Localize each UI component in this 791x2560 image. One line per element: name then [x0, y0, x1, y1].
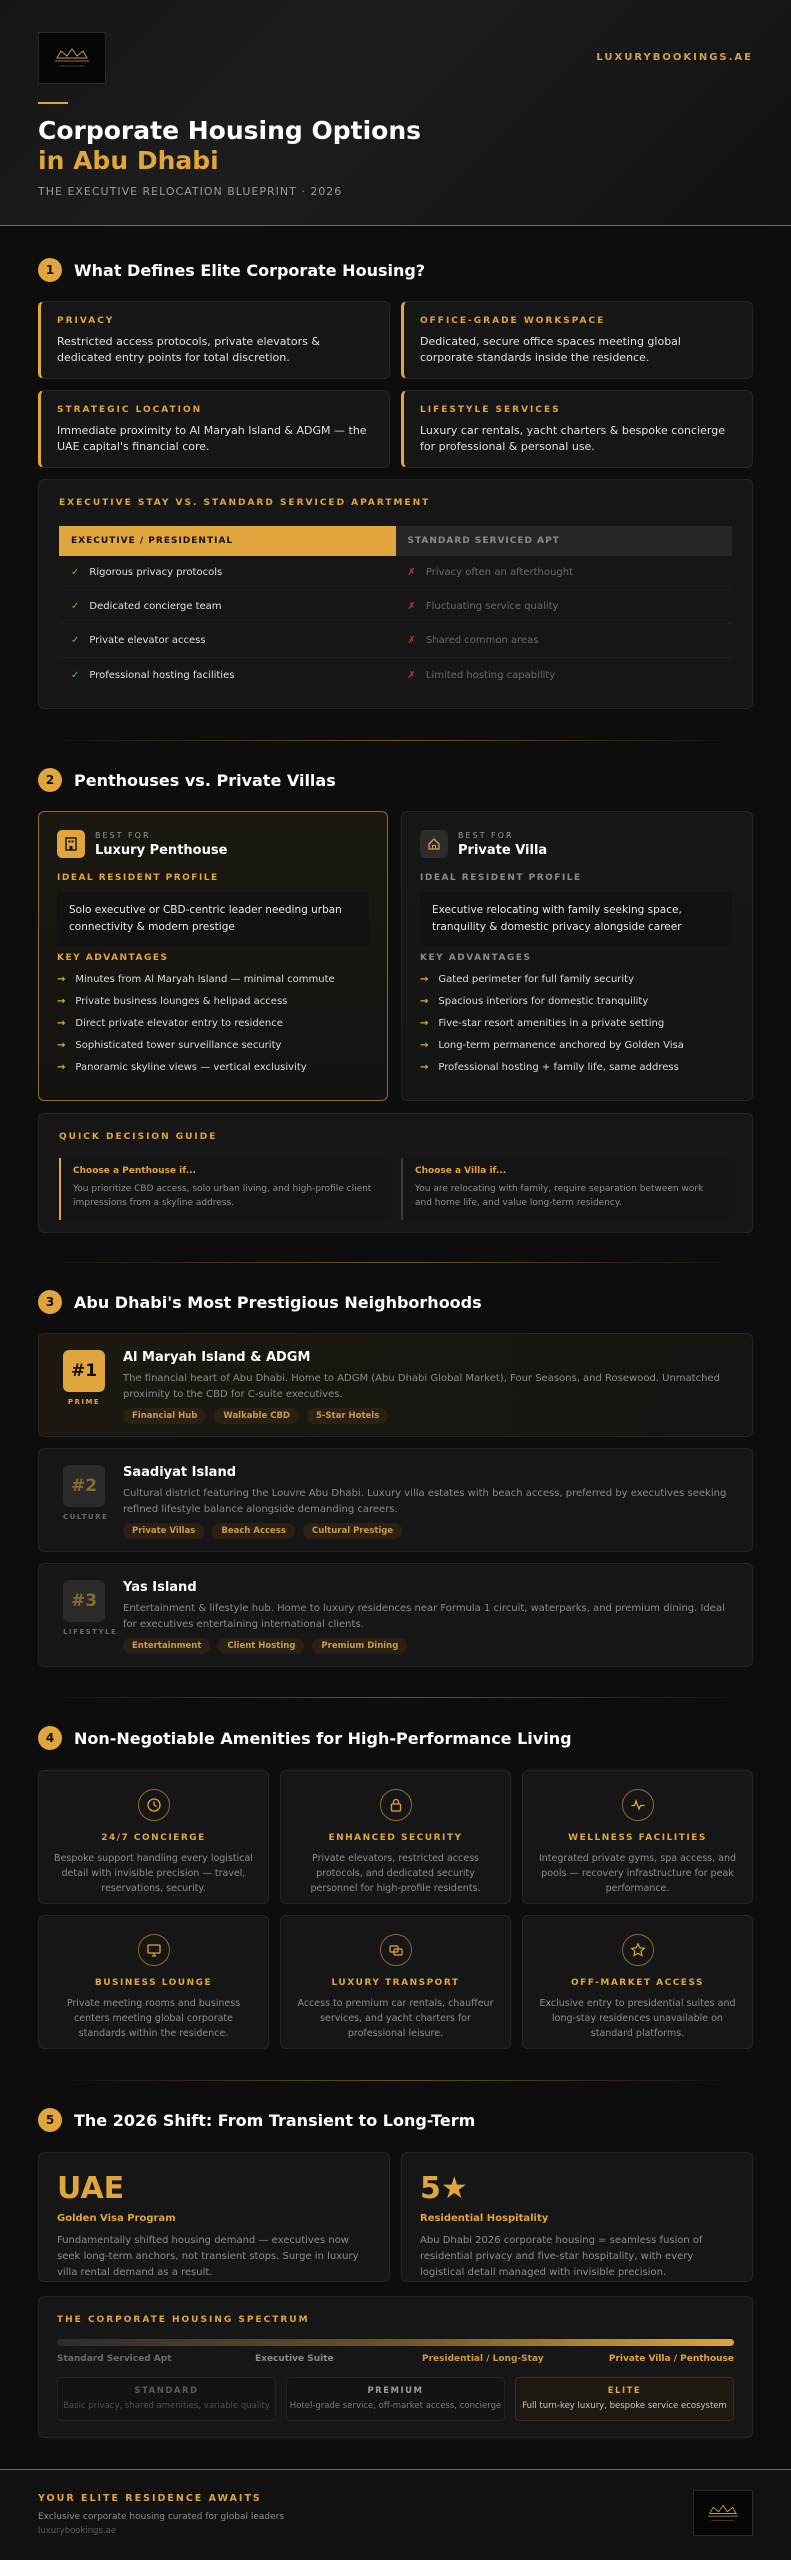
arrow-icon: → [420, 996, 429, 1007]
amenity-desc: Private elevators, restricted access protocols, and dedicated security personnel for high-profile residents. [310, 1853, 481, 1894]
spectrum-bar [57, 2339, 734, 2346]
neighborhood-desc: Cultural district featuring the Louvre Abu Dhabi. Luxury villa estates with beach access, preferred by executives seeking refined lifestyle balance alongside demanding careers. [123, 1488, 727, 1515]
rank-badge: #2 [63, 1465, 105, 1507]
page-tagline: THE EXECUTIVE RELOCATION BLUEPRINT · 2026 [38, 185, 343, 198]
tier-desc: Full turn-key luxury, bespoke service ecosystem [522, 2401, 727, 2411]
comparison-title: EXECUTIVE STAY VS. STANDARD SERVICED APARTMENT [59, 498, 431, 508]
table-row [59, 624, 732, 658]
feature-text: Dedicated, secure office spaces meeting global corporate standards inside the residence. [420, 335, 681, 364]
spectrum-stop: Presidential / Long-Stay [422, 2354, 544, 2364]
feature-label: OFFICE-GRADE WORKSPACE [420, 316, 606, 326]
home-icon [420, 830, 448, 858]
list-item: → Panoramic skyline views — vertical exclusivity [57, 1062, 307, 1073]
section-4-header [38, 1726, 572, 1750]
section-number: 5 [38, 2108, 62, 2132]
header [0, 0, 791, 226]
amenity-desc: Private meeting rooms and business centers meeting global corporate standards within the residence. [66, 1998, 241, 2039]
penthouse-card [38, 811, 388, 1101]
tag: Beach Access [212, 1523, 295, 1539]
advantages-label: KEY ADVANTAGES [420, 953, 532, 963]
cell-executive: Professional hosting facilities [89, 669, 235, 681]
tag-list [123, 1523, 402, 1539]
property-name: Luxury Penthouse [95, 843, 228, 858]
tag: Cultural Prestige [303, 1523, 402, 1539]
cell-executive: Dedicated concierge team [89, 601, 222, 612]
page-title: Corporate Housing Options [38, 116, 421, 145]
tier-name: ELITE [607, 2386, 642, 2396]
monitor-icon [138, 1934, 170, 1966]
table-row [59, 556, 732, 590]
list-item: → Direct private elevator entry to residence [57, 1018, 283, 1029]
car-icon [380, 1934, 412, 1966]
decision-guide-card [38, 1113, 753, 1233]
pulse-icon [622, 1789, 654, 1821]
list-item: → Professional hosting + family life, same address [420, 1062, 679, 1073]
brand-logo[interactable] [38, 32, 106, 84]
list-item: → Minutes from Al Maryah Island — minimal commute [57, 974, 335, 985]
section-divider [38, 2080, 753, 2081]
feature-text: Restricted access protocols, private elevators & dedicated entry points for total discretion. [57, 335, 320, 364]
section-number: 1 [38, 258, 62, 282]
tier-desc: Basic privacy, shared amenities, variable quality [63, 2401, 270, 2411]
list-item: → Gated perimeter for full family security [420, 974, 635, 985]
check-icon: ✓ [71, 567, 80, 578]
lock-icon [380, 1789, 412, 1821]
feature-label: STRATEGIC LOCATION [57, 405, 203, 415]
neighborhood-desc: Entertainment & lifestyle hub. Home to luxury residences near Formula 1 circuit, waterparks, and premium dining. Ideal for executives entertaining international clients. [123, 1603, 725, 1630]
cell-standard: Limited hosting capability [425, 669, 556, 681]
arrow-icon: → [420, 1040, 429, 1051]
spectrum-card [38, 2296, 753, 2438]
footer-tagline: Exclusive corporate housing curated for global leaders [38, 2512, 285, 2522]
column-header-executive: EXECUTIVE / PRESIDENTIAL [59, 526, 396, 556]
spectrum-stop: Private Villa / Penthouse [608, 2354, 734, 2364]
cell-standard: Privacy often an afterthought [425, 567, 573, 578]
rank-label: LIFESTYLE [63, 1628, 118, 1636]
footer-logo[interactable] [693, 2490, 753, 2536]
villa-card [401, 811, 753, 1101]
neighborhood-name: Saadiyat Island [123, 1465, 237, 1480]
list-item: → Spacious interiors for domestic tranquility [420, 996, 649, 1007]
tag-list [123, 1638, 407, 1654]
arrow-icon: → [57, 1040, 66, 1051]
rank-label: CULTURE [63, 1513, 109, 1521]
footer-cta: YOUR ELITE RESIDENCE AWAITS [38, 2493, 262, 2504]
tag: Premium Dining [312, 1638, 407, 1654]
amenity-title: WELLNESS FACILITIES [568, 1833, 707, 1843]
stat-text: Fundamentally shifted housing demand — executives now seek long-term anchors, not transient stops. Surge in luxury villa rental demand as a result. [57, 2235, 359, 2278]
advantages-label: KEY ADVANTAGES [57, 953, 169, 963]
table-row [59, 658, 732, 692]
rank-badge: #3 [63, 1580, 105, 1622]
stat-label: Residential Hospitality [420, 2213, 549, 2224]
arrow-icon: → [420, 1018, 429, 1029]
guide-villa [401, 1158, 731, 1220]
footer [0, 2469, 791, 2560]
table-row [59, 590, 732, 624]
spectrum-stop: Executive Suite [255, 2354, 334, 2364]
amenity-card-wellness [522, 1770, 753, 1904]
amenity-card-concierge [38, 1770, 269, 1904]
check-icon: ✓ [71, 635, 80, 646]
arrow-icon: → [57, 1018, 66, 1029]
tier-premium [286, 2377, 505, 2421]
building-icon [57, 830, 85, 858]
neighborhood-card-al-maryah[interactable] [38, 1333, 753, 1437]
rank-badge: #1 [63, 1350, 105, 1392]
tag: Financial Hub [123, 1408, 206, 1424]
amenity-desc: Bespoke support handling every logistical detail with invisible precision — travel, reservations, security. [54, 1853, 253, 1894]
best-for-label: BEST FOR [95, 831, 151, 840]
stat-label: Golden Visa Program [57, 2213, 176, 2224]
neighborhood-card-yas[interactable] [38, 1563, 753, 1667]
list-item: → Private business lounges & helipad access [57, 996, 288, 1007]
section-title: The 2026 Shift: From Transient to Long-Term [74, 2110, 476, 2130]
neighborhood-name: Yas Island [123, 1580, 197, 1595]
tier-desc: Hotel-grade service, off-market access, concierge [289, 2401, 502, 2411]
section-5-header [38, 2108, 475, 2132]
amenity-title: OFF-MARKET ACCESS [570, 1978, 705, 1988]
neighborhood-card-saadiyat[interactable] [38, 1448, 753, 1552]
stat-value: 5★ [420, 2171, 468, 2206]
feature-card-workspace [401, 301, 753, 379]
section-1-header [38, 258, 425, 282]
amenity-card-transport [280, 1915, 511, 2049]
tag: 5-Star Hotels [307, 1408, 388, 1424]
comparison-header-row [59, 526, 732, 556]
tag: Client Hosting [218, 1638, 304, 1654]
section-title: What Defines Elite Corporate Housing? [74, 260, 426, 280]
arrow-icon: → [420, 1062, 429, 1073]
comparison-card [38, 479, 753, 709]
section-title: Penthouses vs. Private Villas [74, 770, 336, 790]
stat-card-hospitality [401, 2152, 753, 2282]
amenity-title: 24/7 CONCIERGE [101, 1833, 206, 1843]
amenity-card-security [280, 1770, 511, 1904]
arrow-icon: → [57, 974, 66, 985]
tag: Walkable CBD [214, 1408, 299, 1424]
cell-executive: Private elevator access [89, 635, 206, 646]
arrow-icon: → [57, 996, 66, 1007]
neighborhood-name: Al Maryah Island & ADGM [123, 1350, 311, 1365]
ideal-profile-text: Executive relocating with family seeking space, tranquility & domestic privacy alongside career [420, 892, 732, 946]
section-divider [38, 1262, 753, 1263]
guide-heading: Choose a Villa if... [415, 1166, 507, 1176]
cross-icon: ✗ [407, 567, 416, 578]
decision-guide-title: QUICK DECISION GUIDE [59, 1132, 218, 1142]
tag: Entertainment [123, 1638, 210, 1654]
stat-value: UAE [57, 2171, 125, 2206]
amenity-card-off-market [522, 1915, 753, 2049]
check-icon: ✓ [71, 669, 80, 681]
best-for-label: BEST FOR [458, 831, 514, 840]
ideal-profile-text: Solo executive or CBD-centric leader needing urban connectivity & modern prestige [57, 892, 369, 946]
guide-text: You are relocating with family, require separation between work and home life, and value long-term residency. [415, 1184, 704, 1208]
cell-executive: Rigorous privacy protocols [89, 567, 223, 578]
tag-list [123, 1408, 388, 1424]
clock-icon [138, 1789, 170, 1821]
arrow-icon: → [420, 974, 429, 985]
tier-name: STANDARD [134, 2386, 199, 2396]
guide-heading: Choose a Penthouse if... [73, 1166, 196, 1176]
star-icon [622, 1934, 654, 1966]
cross-icon: ✗ [407, 669, 416, 681]
page-subtitle: in Abu Dhabi [38, 146, 219, 175]
footer-link[interactable]: luxurybookings.ae [38, 2526, 117, 2536]
amenity-card-business [38, 1915, 269, 2049]
section-number: 2 [38, 768, 62, 792]
arrow-icon: → [57, 1062, 66, 1073]
section-3-header [38, 1290, 482, 1314]
tier-standard [57, 2377, 276, 2421]
section-title: Abu Dhabi's Most Prestigious Neighborhoods [74, 1292, 482, 1312]
feature-card-privacy [38, 301, 390, 379]
section-number: 3 [38, 1290, 62, 1314]
guide-penthouse [59, 1158, 389, 1220]
crown-icon [47, 45, 97, 71]
amenity-desc: Access to premium car rentals, chauffeur services, and yacht charters for professional leisure. [297, 1998, 494, 2039]
list-item: → Long-term permanence anchored by Golden Visa [420, 1040, 684, 1051]
amenity-desc: Integrated private gyms, spa access, and pools — recovery infrastructure for peak performance. [538, 1853, 737, 1894]
spectrum-title: THE CORPORATE HOUSING SPECTRUM [57, 2315, 310, 2325]
cross-icon: ✗ [407, 601, 416, 612]
feature-card-location [38, 390, 390, 468]
amenity-title: ENHANCED SECURITY [328, 1833, 463, 1843]
tier-name: PREMIUM [367, 2386, 424, 2396]
crown-icon [701, 2502, 745, 2525]
cell-standard: Shared common areas [425, 635, 539, 646]
ideal-profile-label: IDEAL RESIDENT PROFILE [57, 873, 219, 883]
tag: Private Villas [123, 1523, 204, 1539]
section-number: 4 [38, 1726, 62, 1750]
feature-text: Immediate proximity to Al Maryah Island & ADGM — the UAE capital's financial core. [57, 424, 367, 453]
ideal-profile-label: IDEAL RESIDENT PROFILE [420, 873, 582, 883]
section-2-header [38, 768, 336, 792]
check-icon: ✓ [71, 601, 80, 612]
stat-card-golden-visa [38, 2152, 390, 2282]
accent-line [38, 102, 68, 104]
section-divider [38, 740, 753, 741]
feature-label: LIFESTYLE SERVICES [420, 405, 561, 415]
feature-card-lifestyle [401, 390, 753, 468]
neighborhood-desc: The financial heart of Abu Dhabi. Home to ADGM (Abu Dhabi Global Market), Four Seasons, and Rosewood. Unmatched proximity to the CBD for C-suite executives. [123, 1373, 720, 1400]
property-name: Private Villa [458, 843, 548, 858]
column-header-standard: STANDARD SERVICED APT [396, 526, 733, 556]
stat-text: Abu Dhabi 2026 corporate housing = seamless fusion of residential privacy and five-star hospitality, with every logistical detail managed with invisible precision. [420, 2235, 703, 2278]
amenity-title: LUXURY TRANSPORT [331, 1978, 460, 1988]
section-title: Non-Negotiable Amenities for High-Performance Living [74, 1728, 572, 1748]
amenity-title: BUSINESS LOUNGE [94, 1978, 213, 1988]
tier-elite [515, 2377, 734, 2421]
comparison-table [59, 526, 732, 692]
guide-text: You prioritize CBD access, solo urban living, and high-profile client impressions from a skyline address. [73, 1184, 372, 1208]
list-item: → Sophisticated tower surveillance security [57, 1040, 282, 1051]
rank-label: PRIME [67, 1398, 101, 1406]
site-link[interactable]: LUXURYBOOKINGS.AE [596, 52, 753, 63]
feature-label: PRIVACY [57, 316, 115, 326]
feature-text: Luxury car rentals, yacht charters & bespoke concierge for professional & personal use. [420, 424, 725, 453]
list-item: → Five-star resort amenities in a private setting [420, 1018, 665, 1029]
amenity-desc: Exclusive entry to presidential suites and long-stay residences unavailable on standard platforms. [539, 1998, 736, 2039]
cell-standard: Fluctuating service quality [425, 601, 559, 612]
section-divider [38, 1697, 753, 1698]
spectrum-stop: Standard Serviced Apt [57, 2354, 172, 2364]
cross-icon: ✗ [407, 635, 416, 646]
